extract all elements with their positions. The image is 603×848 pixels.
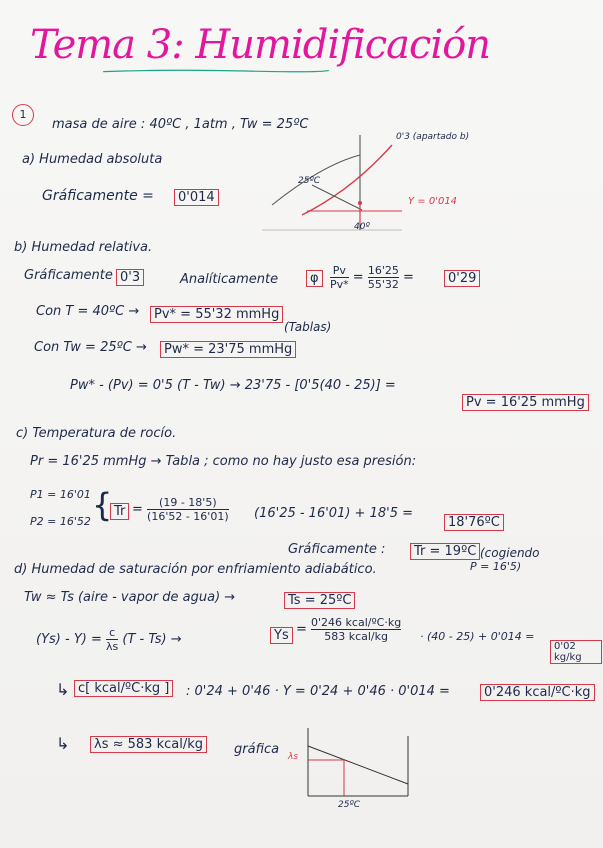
c-graph-note2: P = 16'5) [470, 560, 522, 573]
c-p2: P2 = 16'52 [30, 515, 91, 528]
d-ys-box: Ys [270, 627, 293, 644]
d-eq-mid: (T - Ts) → [122, 632, 182, 647]
d-cc-box: c[ kcal/ºC·kg ] [74, 680, 173, 697]
d-chart-lambda: λs [288, 752, 299, 762]
d-cc-eq: : 0'24 + 0'46 · Y = 0'24 + 0'46 · 0'014 = [186, 684, 450, 699]
b-line1-box: Pv* = 55'32 mmHg [150, 306, 283, 323]
d-result: 0'02 kg/kg [550, 640, 602, 664]
d-frac-c-den: λs [106, 640, 119, 653]
problem-number: 1 [12, 104, 34, 126]
b-line2-box: Pw* = 23'75 mmHg [160, 341, 296, 358]
b-frac2-num: 16'25 [367, 264, 399, 277]
c-graph-note: (cogiendo [480, 546, 540, 560]
section-b-heading: b) Humedad relativa. [14, 240, 153, 255]
b-graph-label: Gráficamente [24, 268, 113, 283]
b-line3: Pw* - (Pv) = 0'5 (T - Tw) → 23'75 - [0'5(40 - 25)] = [70, 378, 396, 393]
c-tr-box: Tr [110, 503, 129, 520]
b-fraction-1: $\frac{Pv}{Pv*}$ = $\frac{16'25}{55'32}$ = [330, 264, 414, 291]
b-line3-box: Pv = 16'25 mmHg [462, 394, 589, 411]
c-fraction: = $\frac{(19 - 18'5)}{(16'52 - 16'01)}$ [132, 496, 229, 523]
c-frac-den: (16'52 - 16'01) [147, 510, 229, 523]
b-frac1-den: Pv* [330, 278, 349, 291]
section-d-heading: d) Humedad de saturación por enfriamiento adiabático. [14, 562, 377, 577]
d-eq-rest: · (40 - 25) + 0'014 = [420, 630, 535, 643]
psychrometric-sketch [262, 135, 402, 235]
c-result: 18'76ºC [444, 514, 504, 531]
a-chart-note: 0'3 (apartado b) [396, 132, 470, 142]
b-line2-prefix: Con Tw = 25ºC → [34, 340, 147, 355]
b-line1-suffix: (Tablas) [284, 320, 332, 334]
b-line1-prefix: Con T = 40ºC → [36, 304, 140, 319]
a-chart-40: 40º [354, 222, 370, 232]
a-result: 0'014 [174, 189, 219, 206]
c-brace: { [92, 486, 113, 524]
d-line1: Tw ≈ Ts (aire - vapor de agua) → [24, 590, 236, 605]
d-frac-den: 583 kcal/kg [324, 630, 388, 643]
d-frac-c-num: c [106, 626, 118, 640]
page-title: Tema 3: Humidificación [30, 22, 491, 68]
c-graph-box: Tr = 19ºC [410, 543, 480, 560]
b-analytic-label: Analíticamente [180, 272, 279, 287]
d-frac-num: 0'246 kcal/ºC·kg [311, 616, 402, 629]
d-lambda-box: λs ≈ 583 kcal/kg [90, 736, 207, 753]
c-graph-label: Gráficamente : [288, 542, 386, 557]
section-c-heading: c) Temperatura de rocío. [16, 426, 177, 441]
d-eq-left: (Ys) - Y) = [36, 632, 102, 647]
lambda-sketch [300, 728, 420, 808]
problem-statement: masa de aire : 40ºC , 1atm , Tw = 25ºC [52, 117, 309, 132]
b-frac2-den: 55'32 [367, 278, 399, 291]
title-underline [36, 68, 396, 74]
d-arrow-1: ↳ [56, 680, 70, 699]
b-frac1-num: Pv [330, 264, 349, 278]
c-line-rest: (16'25 - 16'01) + 18'5 = [254, 506, 413, 521]
c-frac-num: (19 - 18'5) [147, 496, 229, 510]
d-arrow-2: ↳ [56, 734, 70, 753]
b-graph-result: 0'3 [116, 269, 144, 286]
d-eq [36, 626, 182, 653]
a-chart-y: Y = 0'014 [408, 196, 458, 207]
b-result: 0'29 [444, 270, 480, 287]
c-line1: Pr = 16'25 mmHg → Tabla ; como no hay justo esa presión: [30, 454, 417, 469]
d-chart-25: 25ºC [338, 800, 360, 810]
a-graph-label: Gráficamente = [42, 188, 154, 204]
d-cc-result: 0'246 kcal/ºC·kg [480, 684, 595, 701]
b-phi: φ [306, 270, 323, 287]
a-chart-25: 25ºC [298, 176, 320, 186]
c-p1: P1 = 16'01 [30, 488, 91, 501]
d-graph-label: gráfica [234, 742, 280, 757]
section-a-heading: a) Humedad absoluta [22, 152, 163, 167]
d-fraction-ys: = $\frac{\text{0'246 kcal/ºC·kg}}{\text{583 kcal/kg}}$ [296, 616, 402, 643]
d-line1-box: Ts = 25ºC [284, 592, 355, 609]
